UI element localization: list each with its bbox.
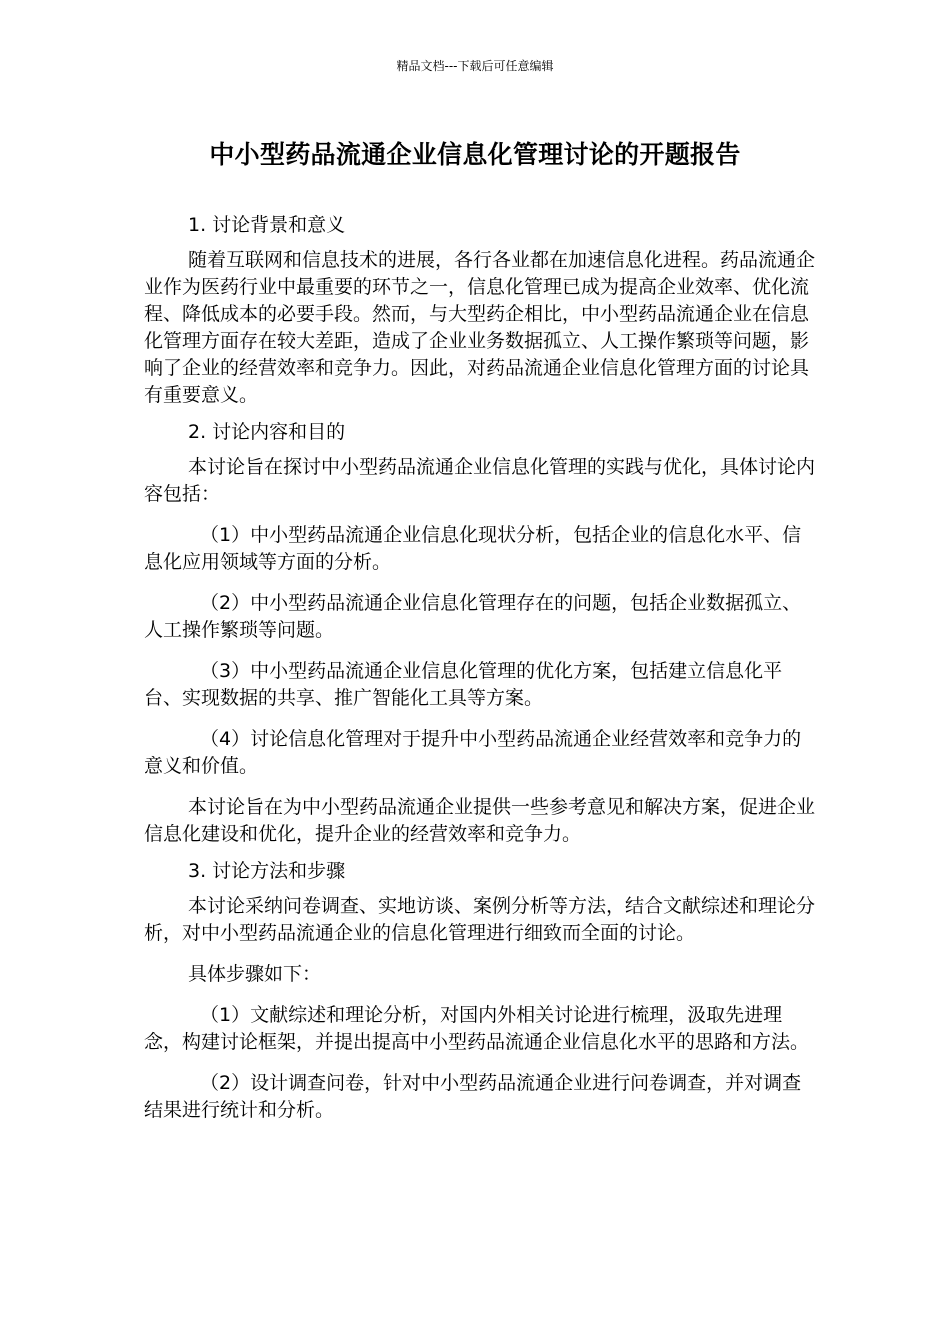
list-item: （4）讨论信息化管理对于提升中小型药品流通企业经营效率和竞争力的意义和价值。 — [144, 728, 802, 777]
list-item: （2）中小型药品流通企业信息化管理存在的问题，包括企业数据孤立、人工操作繁琐等问题。 — [144, 592, 802, 641]
section-2-heading: 2. 讨论内容和目的 — [188, 421, 346, 443]
list-item: （1）文献综述和理论分析，对国内外相关讨论进行梳理，汲取先进理念，构建讨论框架，并提出提高中小型药品流通企业信息化水平的思路和方法。 — [144, 1004, 810, 1053]
header-note: 精品文档---下载后可任意编辑 — [396, 59, 554, 73]
list-item: （2）设计调查问卷，针对中小型药品流通企业进行问卷调查，并对调查结果进行统计和分析。 — [144, 1072, 802, 1121]
section-3-paragraph: 本讨论采纳问卷调查、实地访谈、案例分析等方法，结合文献综述和理论分析，对中小型药品流通企业的信息化管理进行细致而全面的讨论。 — [144, 895, 816, 944]
page-title: 中小型药品流通企业信息化管理讨论的开题报告 — [209, 140, 741, 169]
section-2-intro: 本讨论旨在探讨中小型药品流通企业信息化管理的实践与优化，具体讨论内容包括： — [144, 456, 816, 505]
section-2-conclusion: 本讨论旨在为中小型药品流通企业提供一些参考意见和解决方案，促进企业信息化建设和优化，提升企业的经营效率和竞争力。 — [144, 796, 816, 845]
document-body — [144, 212, 816, 1138]
list-item: （1）中小型药品流通企业信息化现状分析，包括企业的信息化水平、信息化应用领域等方面的分析。 — [144, 524, 802, 573]
list-item: （3）中小型药品流通企业信息化管理的优化方案，包括建立信息化平台、实现数据的共享、推广智能化工具等方案。 — [144, 660, 783, 709]
section-1-paragraph: 随着互联网和信息技术的进展，各行各业都在加速信息化进程。药品流通企业作为医药行业中最重要的环节之一，信息化管理已成为提高企业效率、优化流程、降低成本的必要手段。然而，与大型药企相比，中小型药品流通企业在信息化管理方面存在较大差距，造成了企业业务数据孤立、人工操作繁琐等问题，影响了企业的经营效率和竞争力。因此，对药品流通企业信息化管理方面的讨论具有重要意义。 — [144, 249, 816, 406]
section-3-heading: 3. 讨论方法和步骤 — [188, 860, 346, 882]
section-1-heading: 1. 讨论背景和意义 — [188, 214, 346, 236]
section-3-steps-intro: 具体步骤如下： — [188, 963, 322, 985]
